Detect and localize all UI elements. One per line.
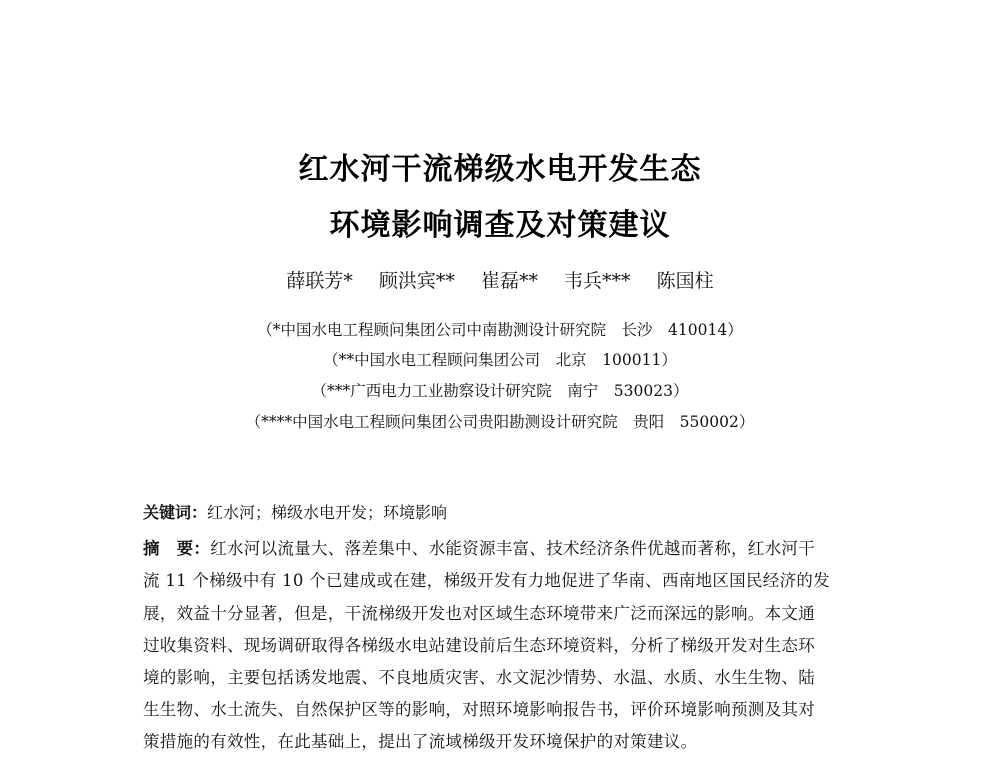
affiliation: （*中国水电工程顾问集团公司中南勘测设计研究院 长沙 410014） — [257, 321, 743, 339]
author-name: 崔磊** — [480, 270, 538, 292]
paper-title-line-2: 环境影响调查及对策建议 — [329, 208, 671, 243]
keywords-label: 关键词： — [143, 503, 208, 522]
abstract-line: 展，效益十分显著，但是，干流梯级开发也对区域生态环境带来广泛而深远的影响。本文通 — [143, 604, 815, 623]
abstract-label: 摘 要： — [143, 539, 211, 558]
affiliation: （****中国水电工程顾问集团公司贵阳勘测设计研究院 贵阳 550002） — [245, 413, 755, 431]
abstract-line: 境的影响，主要包括诱发地震、不良地质灾害、水文泥沙情势、水温、水质、水生生物、陆 — [143, 668, 815, 687]
author-name: 陈国柱 — [656, 270, 714, 292]
affiliation: （***广西电力工业勘察设计研究院 南宁 530023） — [311, 382, 689, 400]
author-name: 韦兵*** — [564, 270, 631, 292]
author-list — [0, 266, 1000, 293]
abstract-line: 过收集资料、现场调研取得各梯级水电站建设前后生态环境资料，分析了梯级开发对生态环 — [143, 636, 815, 655]
author-name: 薛联芳* — [286, 270, 353, 292]
abstract-line: 流 11 个梯级中有 10 个已建成或在建，梯级开发有力地促进了华南、西南地区国民经济的发 — [143, 571, 830, 590]
paper-title-line-1: 红水河干流梯级水电开发生态 — [298, 152, 702, 187]
author-name: 顾洪宾** — [378, 270, 455, 292]
abstract-text: 红水河以流量大、落差集中、水能资源丰富、技术经济条件优越而著称，红水河干 — [210, 539, 816, 558]
abstract-line: 生生物、水土流失、自然保护区等的影响，对照环境影响报告书，评价环境影响预测及其对 — [143, 700, 815, 719]
abstract-line — [143, 535, 865, 559]
abstract-line: 策措施的有效性，在此基础上，提出了流域梯级开发环境保护的对策建议。 — [143, 732, 698, 751]
keywords-text: 红水河；梯级水电开发；环境影响 — [207, 503, 448, 522]
affiliation: （**中国水电工程顾问集团公司 北京 100011） — [323, 351, 677, 369]
keywords — [143, 500, 863, 523]
